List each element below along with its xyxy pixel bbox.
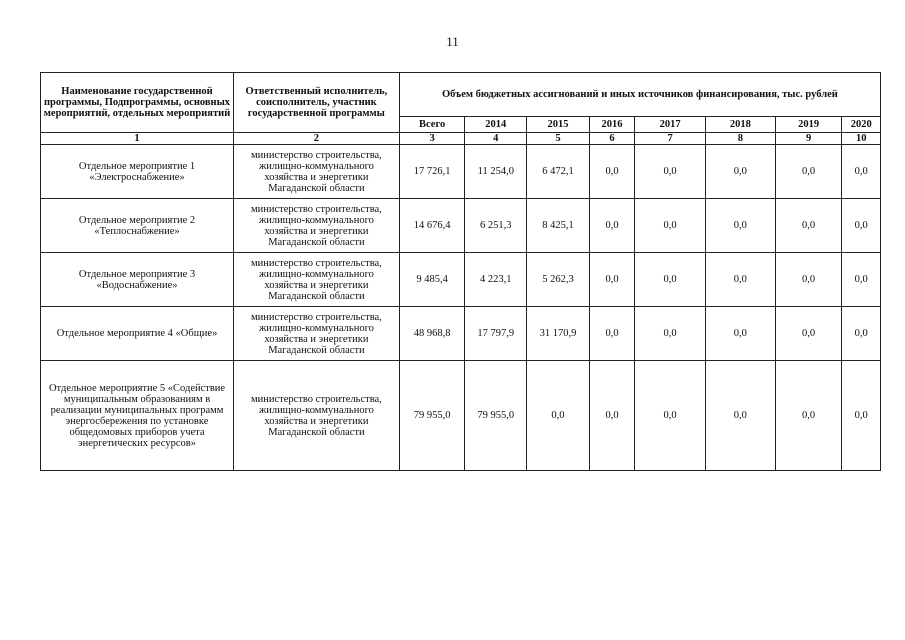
value-2018: 0,0 [705, 361, 775, 471]
value-2014: 11 254,0 [465, 145, 527, 199]
value-2014: 4 223,1 [465, 253, 527, 307]
executor: министерство строительства, жилищно-коммунального хозяйства и энергетики Магаданской области [234, 145, 400, 199]
executor: министерство строительства, жилищно-коммунального хозяйства и энергетики Магаданской области [234, 253, 400, 307]
value-2018: 0,0 [705, 199, 775, 253]
table-row [41, 145, 881, 199]
value-2017: 0,0 [635, 253, 706, 307]
value-total: 79 955,0 [399, 361, 465, 471]
value-2015: 5 262,3 [527, 253, 590, 307]
value-2019: 0,0 [775, 199, 842, 253]
header-year: 2020 [842, 117, 881, 133]
value-2018: 0,0 [705, 307, 775, 361]
column-index: 6 [589, 133, 634, 145]
header-year: 2019 [775, 117, 842, 133]
table-row [41, 199, 881, 253]
value-2020: 0,0 [842, 307, 881, 361]
header-budget-title: Объем бюджетных ассигнований и иных источников финансирования, тыс. рублей [399, 73, 880, 117]
measure-name: Отдельное мероприятие 4 «Общие» [41, 307, 234, 361]
value-2016: 0,0 [589, 307, 634, 361]
table-row [41, 307, 881, 361]
value-2014: 17 797,9 [465, 307, 527, 361]
value-2019: 0,0 [775, 145, 842, 199]
executor: министерство строительства, жилищно-коммунального хозяйства и энергетики Магаданской области [234, 361, 400, 471]
value-2020: 0,0 [842, 199, 881, 253]
executor: министерство строительства, жилищно-коммунального хозяйства и энергетики Магаданской области [234, 199, 400, 253]
budget-table [40, 72, 881, 471]
header-executor-column: Ответственный исполнитель, соисполнитель, участник государственной программы [234, 73, 400, 133]
column-index: 1 [41, 133, 234, 145]
value-2017: 0,0 [635, 307, 706, 361]
value-2014: 6 251,3 [465, 199, 527, 253]
value-2020: 0,0 [842, 361, 881, 471]
value-2020: 0,0 [842, 145, 881, 199]
value-total: 14 676,4 [399, 199, 465, 253]
value-2017: 0,0 [635, 199, 706, 253]
measure-name: Отдельное мероприятие 5 «Содействие муниципальным образованиям в реализации муниципальных программ энергосбережения по установке общедомовых приборов учета энергетических ресурсов» [41, 361, 234, 471]
measure-name: Отдельное мероприятие 3 «Водоснабжение» [41, 253, 234, 307]
column-index: 10 [842, 133, 881, 145]
executor: министерство строительства, жилищно-коммунального хозяйства и энергетики Магаданской области [234, 307, 400, 361]
value-2019: 0,0 [775, 253, 842, 307]
value-2016: 0,0 [589, 145, 634, 199]
value-2015: 8 425,1 [527, 199, 590, 253]
value-2020: 0,0 [842, 253, 881, 307]
value-2018: 0,0 [705, 145, 775, 199]
column-index: 9 [775, 133, 842, 145]
value-2016: 0,0 [589, 199, 634, 253]
column-index: 5 [527, 133, 590, 145]
value-2017: 0,0 [635, 361, 706, 471]
header-year: 2014 [465, 117, 527, 133]
value-total: 9 485,4 [399, 253, 465, 307]
value-2015: 0,0 [527, 361, 590, 471]
value-2015: 31 170,9 [527, 307, 590, 361]
column-index: 3 [399, 133, 465, 145]
page-number: 11 [446, 34, 459, 49]
value-2016: 0,0 [589, 253, 634, 307]
value-2019: 0,0 [775, 307, 842, 361]
measure-name: Отдельное мероприятие 2 «Теплоснабжение» [41, 199, 234, 253]
value-total: 48 968,8 [399, 307, 465, 361]
header-year: 2018 [705, 117, 775, 133]
value-2014: 79 955,0 [465, 361, 527, 471]
header-year: 2015 [527, 117, 590, 133]
header-year: 2016 [589, 117, 634, 133]
value-2018: 0,0 [705, 253, 775, 307]
value-2016: 0,0 [589, 361, 634, 471]
column-index: 8 [705, 133, 775, 145]
table-row [41, 361, 881, 471]
header-name-column: Наименование государственной программы, Подпрограммы, основных мероприятий, отдельных мероприятий [41, 73, 234, 133]
measure-name: Отдельное мероприятие 1 «Электроснабжение» [41, 145, 234, 199]
column-index: 2 [234, 133, 400, 145]
header-year-total: Всего [399, 117, 465, 133]
value-total: 17 726,1 [399, 145, 465, 199]
table-row [41, 253, 881, 307]
value-2017: 0,0 [635, 145, 706, 199]
header-year: 2017 [635, 117, 706, 133]
value-2019: 0,0 [775, 361, 842, 471]
column-index: 4 [465, 133, 527, 145]
value-2015: 6 472,1 [527, 145, 590, 199]
column-index: 7 [635, 133, 706, 145]
